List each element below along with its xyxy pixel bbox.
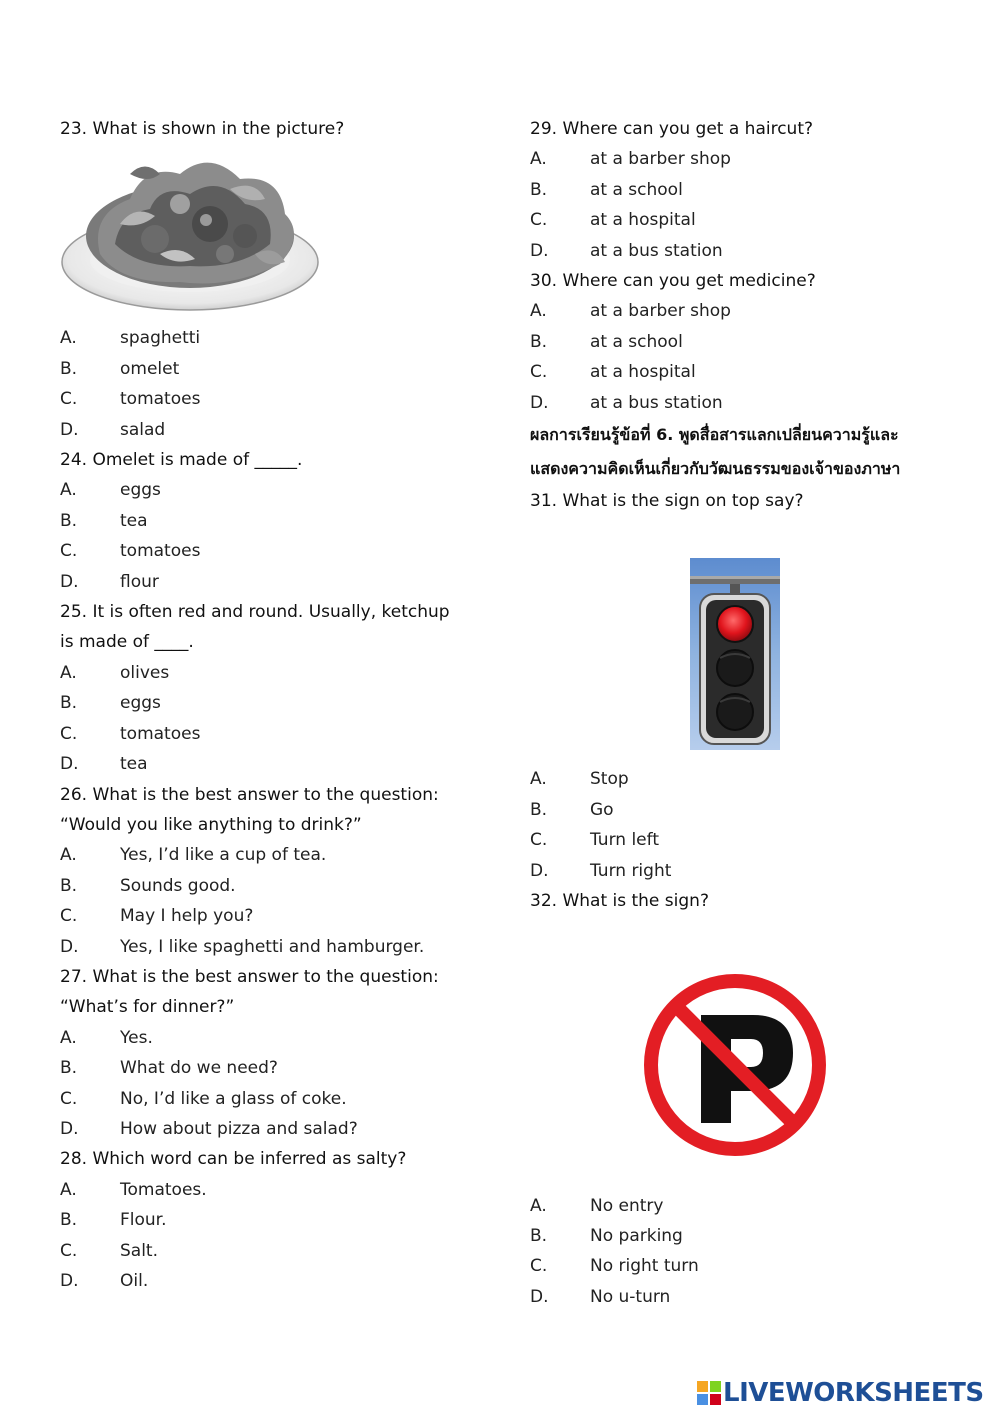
option-29-c[interactable] xyxy=(530,205,960,235)
option-23-a[interactable] xyxy=(60,323,480,353)
option-letter: D. xyxy=(60,754,79,775)
option-25-c[interactable] xyxy=(60,719,480,749)
question-30: 30. Where can you get medicine? xyxy=(530,271,816,292)
option-27-b[interactable] xyxy=(60,1053,480,1083)
q30-options xyxy=(530,296,960,418)
option-text: No, I’d like a glass of coke. xyxy=(120,1088,347,1109)
option-text: spaghetti xyxy=(120,328,201,349)
learning-outcome-line2: แสดงความคิดเห็นเกี่ยวกับวัฒนธรรมของเจ้าของภาษา xyxy=(530,459,901,479)
option-31-a[interactable] xyxy=(530,764,960,794)
q25-options xyxy=(60,658,480,780)
option-29-d[interactable] xyxy=(530,236,960,266)
option-30-b[interactable] xyxy=(530,327,960,357)
option-letter: D. xyxy=(530,392,549,413)
option-letter: C. xyxy=(60,1240,78,1261)
option-text: No right turn xyxy=(590,1256,699,1277)
option-text: tea xyxy=(120,510,148,531)
option-text: How about pizza and salad? xyxy=(120,1118,358,1139)
option-27-d[interactable] xyxy=(60,1114,480,1144)
option-letter: A. xyxy=(60,1027,77,1048)
option-text: Stop xyxy=(590,769,629,790)
option-25-b[interactable] xyxy=(60,688,480,718)
option-27-c[interactable] xyxy=(60,1084,480,1114)
option-text: flour xyxy=(120,571,159,592)
option-24-b[interactable] xyxy=(60,506,480,536)
option-text: omelet xyxy=(120,358,180,379)
option-text: at a bus station xyxy=(590,240,723,261)
option-letter: D. xyxy=(60,419,79,440)
option-26-b[interactable] xyxy=(60,871,480,901)
q26-options xyxy=(60,840,480,962)
option-32-b[interactable] xyxy=(530,1221,960,1251)
option-23-c[interactable] xyxy=(60,384,480,414)
option-letter: B. xyxy=(60,693,78,714)
question-31: 31. What is the sign on top say? xyxy=(530,491,804,512)
option-letter: D. xyxy=(530,860,549,881)
option-letter: B. xyxy=(530,331,548,352)
option-letter: C. xyxy=(60,723,78,744)
question-29: 29. Where can you get a haircut? xyxy=(530,119,814,139)
option-letter: A. xyxy=(60,845,77,866)
option-letter: D. xyxy=(530,1286,549,1307)
option-text: eggs xyxy=(120,480,161,501)
question-28: 28. Which word can be inferred as salty? xyxy=(60,1149,407,1170)
option-letter: A. xyxy=(60,662,77,683)
option-30-c[interactable] xyxy=(530,357,960,387)
option-28-a[interactable] xyxy=(60,1175,480,1205)
option-29-a[interactable] xyxy=(530,144,960,174)
q29-options xyxy=(530,144,960,266)
option-26-a[interactable] xyxy=(60,840,480,870)
option-23-d[interactable] xyxy=(60,415,480,445)
left-column xyxy=(60,114,480,1296)
option-text: No parking xyxy=(590,1225,683,1246)
question-26-line2: “Would you like anything to drink?” xyxy=(60,814,362,835)
option-28-c[interactable] xyxy=(60,1236,480,1266)
option-letter: C. xyxy=(60,906,78,927)
option-32-c[interactable] xyxy=(530,1251,960,1281)
option-letter: B. xyxy=(60,1210,78,1231)
option-letter: C. xyxy=(530,830,548,851)
option-text: Tomatoes. xyxy=(120,1179,207,1200)
option-letter: D. xyxy=(530,240,549,261)
option-text: at a hospital xyxy=(590,210,696,231)
option-letter: B. xyxy=(60,510,78,531)
option-letter: C. xyxy=(60,541,78,562)
option-letter: A. xyxy=(530,1195,547,1216)
option-letter: A. xyxy=(530,301,547,322)
option-26-d[interactable] xyxy=(60,932,480,962)
option-letter: A. xyxy=(60,1179,77,1200)
option-31-c[interactable] xyxy=(530,825,960,855)
learning-outcome-line1: ผลการเรียนรู้ข้อที่ 6. พูดสื่อสารแลกเปลี่ยนความรู้และ xyxy=(530,425,899,445)
question-26-line1: 26. What is the best answer to the question: xyxy=(60,784,439,805)
question-32: 32. What is the sign? xyxy=(530,891,709,912)
option-letter: C. xyxy=(60,1088,78,1109)
option-23-b[interactable] xyxy=(60,354,480,384)
question-24: 24. Omelet is made of _____. xyxy=(60,450,303,471)
option-letter: C. xyxy=(530,362,548,383)
option-24-d[interactable] xyxy=(60,567,480,597)
option-text: Sounds good. xyxy=(120,875,236,896)
option-28-b[interactable] xyxy=(60,1205,480,1235)
option-text: Yes, I’d like a cup of tea. xyxy=(120,845,327,866)
option-letter: B. xyxy=(530,1225,548,1246)
option-text: Yes, I like spaghetti and hamburger. xyxy=(120,936,425,957)
option-text: What do we need? xyxy=(120,1058,278,1079)
option-text: Salt. xyxy=(120,1240,159,1261)
option-text: tomatoes xyxy=(120,541,201,562)
option-letter: D. xyxy=(60,936,79,957)
option-31-b[interactable] xyxy=(530,795,960,825)
option-text: salad xyxy=(120,419,166,440)
option-letter: C. xyxy=(60,389,78,410)
option-letter: B. xyxy=(60,875,78,896)
option-text: No entry xyxy=(590,1195,664,1216)
question-27-line1: 27. What is the best answer to the question: xyxy=(60,966,439,987)
liveworksheets-text: LIVEWORKSHEETS xyxy=(723,1378,984,1408)
option-letter: A. xyxy=(60,480,77,501)
q32-options xyxy=(530,1191,960,1313)
q24-options xyxy=(60,475,480,597)
option-text: Go xyxy=(590,799,614,820)
right-column xyxy=(530,114,960,1312)
liveworksheets-brand[interactable] xyxy=(697,1378,984,1408)
q23-options xyxy=(60,323,480,445)
option-28-d[interactable] xyxy=(60,1266,480,1296)
option-30-d[interactable] xyxy=(530,388,960,418)
option-letter: D. xyxy=(60,571,79,592)
option-letter: A. xyxy=(530,769,547,790)
option-letter: D. xyxy=(60,1118,79,1139)
option-text: Turn left xyxy=(590,830,659,851)
q28-options xyxy=(60,1175,480,1297)
option-32-d[interactable] xyxy=(530,1282,960,1312)
question-23: 23. What is shown in the picture? xyxy=(60,119,345,139)
question-25-line1: 25. It is often red and round. Usually, ketchup xyxy=(60,602,450,623)
option-30-a[interactable] xyxy=(530,296,960,326)
option-text: tomatoes xyxy=(120,723,201,744)
option-text: No u-turn xyxy=(590,1286,671,1307)
option-letter: A. xyxy=(530,149,547,170)
traffic-light-image xyxy=(690,558,780,750)
option-27-a[interactable] xyxy=(60,1023,480,1053)
option-24-a[interactable] xyxy=(60,475,480,505)
option-letter: B. xyxy=(60,1058,78,1079)
salad-plate-image xyxy=(60,144,325,319)
option-letter: B. xyxy=(60,358,78,379)
option-26-c[interactable] xyxy=(60,901,480,931)
option-text: tea xyxy=(120,754,148,775)
option-text: at a bus station xyxy=(590,392,723,413)
option-text: at a school xyxy=(590,179,683,200)
option-31-d[interactable] xyxy=(530,856,960,886)
option-25-a[interactable] xyxy=(60,658,480,688)
option-text: at a barber shop xyxy=(590,149,731,170)
option-text: Turn right xyxy=(590,860,672,881)
option-letter: C. xyxy=(530,1256,548,1277)
option-letter: B. xyxy=(530,179,548,200)
question-27-line2: “What’s for dinner?” xyxy=(60,997,235,1018)
option-letter: C. xyxy=(530,210,548,231)
no-parking-sign-image xyxy=(635,957,835,1157)
option-24-c[interactable] xyxy=(60,536,480,566)
option-32-a[interactable] xyxy=(530,1191,960,1221)
option-text: Yes. xyxy=(120,1027,153,1048)
option-text: May I help you? xyxy=(120,906,254,927)
option-text: olives xyxy=(120,662,170,683)
q31-options xyxy=(530,764,960,886)
option-text: Oil. xyxy=(120,1271,149,1291)
option-letter: D. xyxy=(60,1271,79,1291)
option-letter: A. xyxy=(60,328,77,349)
option-letter: B. xyxy=(530,799,548,820)
option-text: eggs xyxy=(120,693,161,714)
liveworksheets-logo-icon xyxy=(697,1381,721,1405)
option-text: at a barber shop xyxy=(590,301,731,322)
option-text: at a hospital xyxy=(590,362,696,383)
option-29-b[interactable] xyxy=(530,175,960,205)
question-25-line2: is made of ____. xyxy=(60,632,194,653)
option-25-d[interactable] xyxy=(60,749,480,779)
option-text: tomatoes xyxy=(120,389,201,410)
option-text: at a school xyxy=(590,331,683,352)
q27-options xyxy=(60,1023,480,1145)
option-text: Flour. xyxy=(120,1210,167,1231)
